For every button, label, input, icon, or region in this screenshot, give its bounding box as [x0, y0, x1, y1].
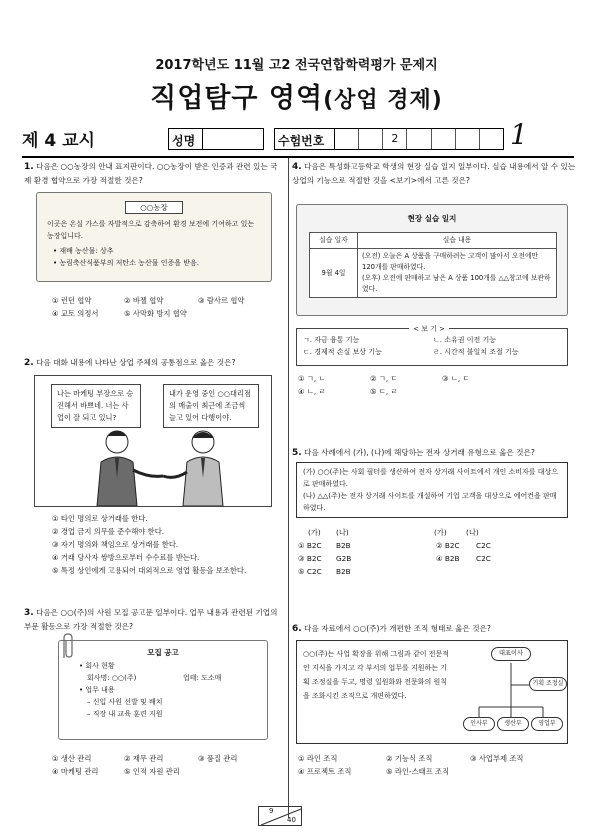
practice-diary: [296, 204, 568, 316]
option[interactable]: ② 바젤 협약: [124, 296, 164, 305]
option[interactable]: ④ 거래 당사자 쌍방으로부터 수수료를 받는다.: [52, 553, 200, 562]
subject-subname: (상업 경제): [323, 88, 443, 113]
case-box: [296, 462, 568, 518]
col-label: (가): [308, 528, 321, 537]
option[interactable]: ④ ㄴ, ㄹ: [298, 387, 326, 396]
diary-date: 9월 4일: [310, 249, 358, 298]
business-type: 업태: 도소매: [183, 674, 222, 682]
two-men-illustration: [35, 426, 271, 506]
q1-number: 1.: [24, 162, 34, 172]
content-afternoon: (오후) 오전에 판매하고 남은 A 상품 100개를 △△창고에 보관하였다.: [362, 274, 551, 293]
case-a: (가) ○○(주)는 사회 필터를 생산하여 전자 상거래 사이트에서 개인 소비자를 대상으로 판매하였다.: [303, 468, 559, 488]
page-counter: [258, 806, 302, 826]
question-4: [292, 160, 578, 187]
exam-id-box[interactable]: [274, 128, 504, 150]
q6-number: 6.: [292, 624, 302, 634]
option[interactable]: ⑤ ㄷ, ㄹ: [370, 387, 398, 396]
notice-line: – 신입 사원 선발 및 배치: [87, 698, 163, 706]
id-cell: [456, 129, 480, 149]
q5-text: 다음 사례에서 (가), (나)에 해당하는 전자 상거래 유형으로 옳은 것은?: [304, 448, 535, 457]
q4-options: [298, 372, 568, 398]
notice-line: • 업무 내용: [79, 686, 115, 694]
option[interactable]: ④ 마케팅 관리: [52, 767, 99, 776]
option[interactable]: ③ 자기 명의와 책임으로 상거래를 한다.: [52, 540, 179, 549]
q3-options: [52, 752, 282, 778]
bogi-item: ㄴ. 소유권 이전 기능: [433, 336, 496, 344]
sign-body: 이곳은 온실 가스를 자발적으로 감축하여 환경 보전에 기여하고 있는 농장입니다.: [47, 220, 255, 240]
option-value: B2B: [336, 567, 351, 576]
total-pages: 40: [287, 816, 296, 824]
bogi-item: ㄱ. 자금 융통 기능: [303, 336, 360, 344]
option[interactable]: ③ 품질 관리: [198, 754, 238, 763]
job-notice: [58, 640, 268, 740]
org-box: [296, 640, 568, 744]
question-6: [292, 622, 578, 636]
option[interactable]: ④ 교토 의정서: [52, 309, 99, 318]
speech-bubble-left: 나는 마케팅 부장으로 승진해서 바쁘네. 너는 사업이 잘 되고 있니?: [51, 384, 141, 428]
sign-item: • 재배 농산물: 상추: [53, 247, 114, 255]
question-2: [24, 356, 282, 370]
farm-sign: [36, 192, 272, 282]
option[interactable]: ① ㄱ, ㄴ: [298, 374, 326, 383]
case-b: (나) △△(주)는 전자 상거래 사이트를 개설하여 기업 고객을 대상으로 에어컨을 판매하였다.: [303, 492, 557, 512]
option[interactable]: ④ B2B: [436, 554, 460, 563]
option[interactable]: ⑤ C2C: [298, 567, 322, 576]
col-label: (가): [434, 528, 447, 537]
col-header: 실습 일자: [310, 233, 358, 249]
notice-line: [59, 672, 267, 684]
option[interactable]: ③ 사업부제 조직: [470, 754, 524, 763]
question-1: [24, 160, 282, 187]
id-cell: [335, 129, 359, 149]
q5-options: [298, 526, 568, 578]
notice-line: – 직장 내 교육 훈련 지원: [87, 710, 163, 718]
name-box[interactable]: [168, 128, 264, 150]
q4-number: 4.: [292, 162, 302, 172]
org-description: ○○(주)는 사업 확장을 위해 그림과 같이 전문적인 지식을 가지고 각 부서의 업무를 지원하는 기획 조정실을 두고, 명령 일원화와 전문화의 원칙을 조화시킨 조직으로 개편하였다.: [303, 650, 449, 700]
org-production: 생산부: [497, 717, 529, 731]
option[interactable]: ② 재무 관리: [124, 754, 164, 763]
id-cell: [407, 129, 431, 149]
option[interactable]: ⑤ 사막화 방지 협약: [124, 309, 187, 318]
option[interactable]: ③ ㄴ, ㄷ: [442, 374, 470, 383]
subject-title: [0, 76, 593, 115]
question-3: [24, 606, 282, 633]
org-planning: 기획 조정실: [529, 677, 567, 691]
divider-slash: [259, 807, 303, 827]
id-cell: [359, 129, 383, 149]
option[interactable]: ② ㄱ, ㄷ: [370, 374, 398, 383]
org-sales: 영업부: [531, 717, 563, 731]
bogi-label: < 보 기 >: [409, 323, 449, 335]
question-5: [292, 446, 578, 460]
bogi-item: ㄷ. 경제적 손실 보상 기능: [303, 348, 382, 356]
option[interactable]: ① 런던 협약: [52, 296, 92, 305]
diary-title: 현장 실습 일지: [407, 214, 457, 223]
option-value: C2C: [476, 554, 491, 563]
id-label: 수험번호: [275, 129, 335, 149]
session-label: 제 4 교시: [22, 131, 95, 151]
header-rule: [22, 156, 574, 158]
q3-number: 3.: [24, 608, 34, 618]
speech-bubble-right: 내가 운영 중인 ○○대리점의 매출이 최근에 조금씩 늘고 있어 다행이야.: [163, 384, 259, 428]
name-label: 성명: [169, 129, 203, 149]
exam-header: 2017학년도 11월 고2 전국연합학력평가 문제지: [155, 58, 438, 73]
option[interactable]: ① 타인 명의로 상거래를 한다.: [52, 514, 148, 523]
q2-text: 다음 대화 내용에 나타난 상업 주체의 공통점으로 옳은 것은?: [36, 358, 236, 367]
option[interactable]: ③ 람사르 협약: [198, 296, 245, 305]
option[interactable]: ⑤ 특정 상인에게 고용되어 대외적으로 영업 활동을 보조한다.: [52, 566, 247, 575]
org-ceo: 대표이사: [491, 647, 531, 661]
option-value: G2B: [336, 554, 352, 563]
option-value: C2C: [476, 541, 491, 550]
page-number: 1: [510, 118, 528, 151]
bogi-box: [296, 325, 568, 366]
paperclip-icon: [60, 632, 74, 662]
option[interactable]: ① 라인 조직: [298, 754, 338, 763]
q1-options: [52, 294, 282, 320]
q5-number: 5.: [292, 448, 302, 458]
notice-title: 모집 공고: [147, 648, 179, 657]
option[interactable]: ④ 프로젝트 조직: [298, 767, 352, 776]
col-label: (나): [466, 528, 479, 537]
diary-table: [309, 232, 557, 298]
q6-text: 다음 자료에서 ○○(주)가 개편한 조직 형태로 옳은 것은?: [304, 624, 491, 633]
company-name: 회사명: ○○(주): [87, 674, 137, 682]
col-header: 실습 내용: [358, 233, 557, 249]
current-page: 9: [269, 807, 274, 815]
id-cell: [480, 129, 503, 149]
sign-title: ○○농장: [125, 201, 183, 214]
col-label: (나): [336, 528, 349, 537]
q2-options: [52, 512, 284, 577]
option-value: B2B: [336, 541, 351, 550]
diary-content: [358, 249, 557, 298]
q3-text: 다음은 ○○(주)의 사원 모집 공고문 일부이다. 업무 내용과 관련된 기업의 부문 활동으로 가장 적절한 것은?: [24, 608, 278, 631]
subject-name: 직업탐구 영역: [150, 83, 324, 114]
q4-text: 다음은 특성화고등학교 학생의 현장 실습 일지 일부이다. 실습 내용에서 알 수 있는 상업의 기능으로 적절한 것을 <보기>에서 고른 것은?: [292, 162, 576, 185]
option[interactable]: ⑤ 라인-스태프 조직: [386, 767, 450, 776]
q6-options: [298, 752, 568, 778]
q2-number: 2.: [24, 358, 34, 368]
option[interactable]: ② 기능식 조직: [386, 754, 433, 763]
sign-item: • 농림축산식품부의 저탄소 농산물 인증을 받음.: [53, 259, 199, 267]
id-cell-digit: 2: [383, 129, 407, 149]
option[interactable]: ① 생산 관리: [52, 754, 92, 763]
option[interactable]: ③ B2C: [298, 554, 322, 563]
column-divider: [288, 158, 289, 818]
option[interactable]: ② B2C: [436, 541, 460, 550]
notice-line: • 회사 현황: [79, 662, 115, 670]
org-hr: 인사부: [463, 717, 495, 731]
option[interactable]: ① B2C: [298, 541, 322, 550]
option[interactable]: ⑤ 인적 자원 관리: [124, 767, 180, 776]
q1-text: 다음은 ○○농장의 안내 표지판이다. ○○농장이 받은 인증과 관련 있는 국제 환경 협약으로 가장 적절한 것은?: [24, 162, 278, 185]
content-morning: (오전) 오늘은 A 상품을 구매하려는 고객이 많아서 오전에만 120개를 판매하였다.: [362, 252, 539, 271]
option[interactable]: ② 경업 금지 의무를 준수해야 한다.: [52, 527, 165, 536]
bogi-item: ㄹ. 시간적 불일치 조절 기능: [433, 348, 519, 356]
id-cell: [432, 129, 456, 149]
dialog-illustration: [34, 375, 272, 507]
